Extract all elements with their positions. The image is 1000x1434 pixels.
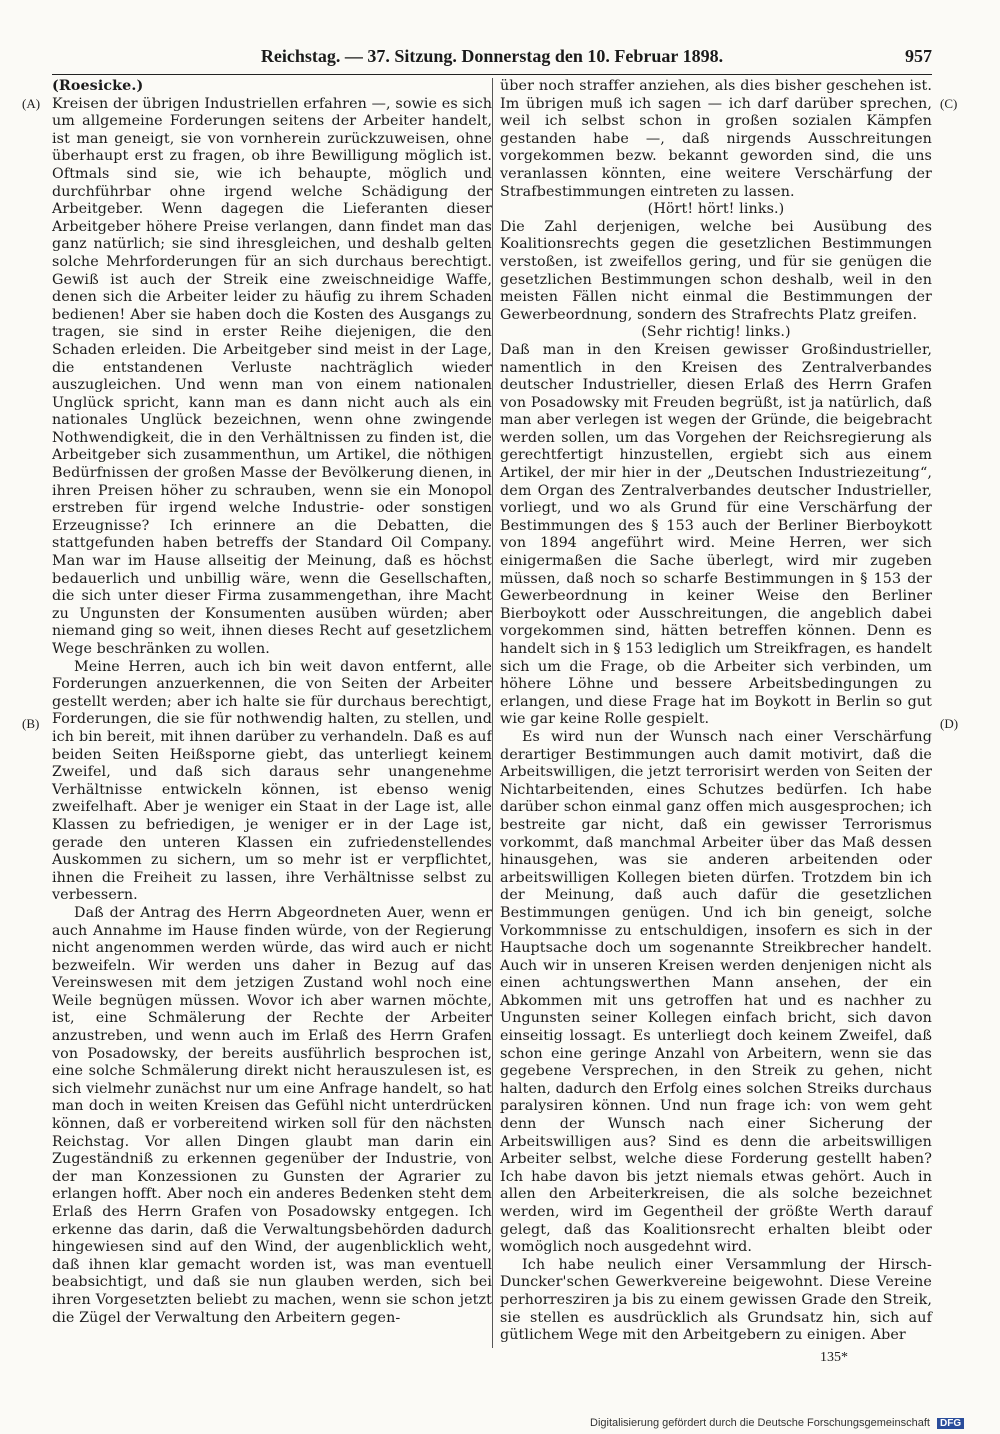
speaker-name: (Roesicke.) bbox=[52, 78, 144, 94]
footer-text: Digitalisierung gefördert durch die Deutsche Forschungsgemeinschaft bbox=[590, 1417, 930, 1429]
column-divider bbox=[492, 78, 493, 1348]
interjection: (Hört! hört! links.) bbox=[647, 201, 785, 218]
margin-mark-d: (D) bbox=[940, 716, 959, 731]
dfg-logo: DFG bbox=[937, 1418, 964, 1429]
margin-mark-b: (B) bbox=[22, 716, 40, 731]
interjection: (Sehr richtig! links.) bbox=[641, 324, 791, 341]
paragraph: Daß der Antrag des Herrn Abgeordneten Auer, wenn er auch Annahme im Hause finden würde, von der Regierung nicht angenommen werden würde, das wird auch er nicht bezweifeln. Wir werden uns daher in Bezug auf das Vereinswesen mit dem jetzigen Zustand wohl noch eine Weile begnügen müssen. Wovor ich aber warnen möchte, ist, eine Schmälerung der Rechte der Arbeiter anzustreben, und wenn auch im Erlaß des Herrn Grafen von Posadowsky, der bereits ausführlich besprochen ist, eine solche Schmälerung direkt nicht herauszulesen ist, es sich vielmehr zunächst nur um eine Anfrage handelt, so hat man doch in weiten Kreisen das Gefühl nicht unterdrücken können, daß er vorbereitend wirken soll für den nächsten Reichstag. Vor allen Dingen glaubt man darin ein Zugeständniß zu erkennen gegenüber der Industrie, von der man Konzessionen zu Gunsten der Agrarier zu erlangen hofft. Aber noch ein anderes Bedenken steht dem Erlaß des Herrn Grafen von Posadowsky entgegen. Ich erkenne das darin, daß die Verwaltungsbehörden dadurch hingewiesen sind auf den Wind, der augenblicklich weht, daß ihnen klar gemacht worden ist, was man eventuell beabsichtigt, und daß sie nun glauben werden, sich bei ihren Vorgesetzten beliebt zu machen, wenn sie schon jetzt die Zügel der Verwaltung den Arbeitern gegen- bbox=[52, 904, 492, 1326]
right-column bbox=[500, 78, 932, 1345]
paragraph: Daß man in den Kreisen gewisser Großindustrieller, namentlich in den Kreisen des Zentralverbandes deutscher Industrieller, diesen Erlaß des Herrn Grafen von Posadowsky mit Freuden begrüßt, ist ja natürlich, daß man aber verlegen ist wegen der Gründe, die beigebracht werden sollen, um das Vorgehen der Reichsregierung als gerechtfertigt hinzustellen, ergiebt sich aus einem Artikel, der mir hier in der „Deutschen Industriezeitung“, dem Organ des Zentralverbandes deutscher Industrieller, vorliegt, und wo als Grund für eine Verschärfung der Bestimmungen des § 153 auch der Berliner Bierboykott von 1894 angeführt wird. Meine Herren, wer sich einigermaßen die Sache überlegt, wird mir zugeben müssen, daß noch so scharfe Bestimmungen in § 153 der Gewerbeordnung in keiner Weise den Berliner Bierboykott oder Ausschreitungen, die angeblich dabei vorgekommen sind, hätten betreffen können. Denn es handelt sich in § 153 lediglich um Streikfragen, es handelt sich um die Frage, ob die Arbeiter sich verbinden, um höhere Löhne und bessere Arbeitsbedingungen zu erlangen, und diese Frage hat im Boykott in Berlin so gut wie gar keine Rolle gespielt. bbox=[500, 341, 932, 728]
header-rule bbox=[52, 74, 932, 75]
footer-credit bbox=[590, 1417, 964, 1429]
paragraph: Es wird nun der Wunsch nach einer Verschärfung derartiger Bestimmungen auch damit motivirt, daß die Arbeitswilligen, die jetzt terrorisirt werden von Seiten der Nichtarbeitenden, eines Schutzes bedürfen. Ich habe darüber schon einmal ganz offen mich ausgesprochen; ich bestreite gar nicht, daß ein gewisser Terrorismus vorkommt, daß manchmal Arbeiter über das Maß dessen hinausgehen, was sie anderen arbeitenden oder arbeitswilligen Kollegen bieten dürfen. Trotzdem bin ich der Meinung, daß auch dafür die gesetzlichen Bestimmungen genügen. Und ich bin geneigt, solche Vorkommnisse zu entschuldigen, insofern es sich in der Hauptsache doch um sogenannte Streikbrecher handelt. Auch wir in unseren Kreisen werden denjenigen nicht als einen achtungswerthen Mann ansehen, der ein Abkommen mit uns getroffen hat und es nachher zu Ungunsten seiner Kollegen einfach bricht, sich davon einseitig lossagt. Es unterliegt doch keinem Zweifel, daß schon eine geringe Anzahl von Arbeitern, wenn sie das gegebene Versprechen, in den Streik zu gehen, nicht halten, dadurch den Erfolg eines solchen Streiks durchaus paralysiren können. Und nun frage ich: von wem geht denn der Wunsch nach einer Sicherung der Arbeitswilligen aus? Sind es denn die arbeitswilligen Arbeiter selbst, welche diese Forderung gestellt haben? Ich habe davon bis jetzt niemals etwas gehört. Auch in allen den Arbeiterkreisen, die als solche bezeichnet werden, wird im Gegentheil der größte Werth darauf gelegt, daß das Koalitionsrecht erhalten bleibt oder womöglich noch ausgedehnt wird. bbox=[500, 728, 932, 1256]
paragraph: Kreisen der übrigen Industriellen erfahren —, sowie es sich um allgemeine Forderungen seitens der Arbeiter handelt, ist man geneigt, sie von vornherein zurückzuweisen, ohne überhaupt erst zu fragen, ob ihre Bewilligung möglich ist. Oftmals sind sie, wie ich behaupte, möglich und durchführbar ohne irgend welche Schädigung der Arbeitgeber. Wenn dagegen die Lieferanten dieser Arbeitgeber höhere Preise verlangen, dann findet man das ganz natürlich; sie sind ihresgleichen, und deshalb gelten solche Mehrforderungen für an sich durchaus berechtigt. Gewiß ist auch der Streik eine zweischneidige Waffe, denen sich die Arbeiter leider zu häufig zu ihrem Schaden bedienen! Aber sie haben doch die Kosten des Ausgangs zu tragen, sie sind in erster Reihe diejenigen, die den Schaden erleiden. Die Arbeitgeber sind meist in der Lage, die entstandenen Verluste nachträglich wieder auszugleichen. Und wenn man von einem nationalen Unglück spricht, kann man es dann nicht auch als ein nationales Unglück bezeichnen, wenn ohne zwingende Nothwendigkeit, die in den Verhältnissen zu finden ist, die Arbeitgeber sich zusammenthun, um Artikel, die nöthigen Bedürfnissen der großen Masse der Bevölkerung dienen, in ihren Preisen höher zu schrauben, wenn sie ein Monopol erstreben für irgend welche Industrie- oder sonstigen Erzeugnisse? Ich erinnere an die Debatten, die stattgefunden haben betreffs der Standard Oil Company. Man war im Hause allseitig der Meinung, daß es höchst bedauerlich und unbillig wäre, wenn die Gesellschaften, die sich unter dieser Firma zusammengethan, ihre Macht zu Ungunsten der Konsumenten ausüben würden; aber niemand ging so weit, ihnen dieses Recht auf gesetzlichem Wege beschränken zu wollen. bbox=[52, 95, 492, 657]
paragraph: über noch straffer anziehen, als dies bisher geschehen ist. Im übrigen muß ich sagen — ich darf darüber sprechen, weil ich selbst schon in großen sozialen Kämpfen gestanden habe —, daß nirgends Ausschreitungen vorgekommen bezw. bekannt geworden sind, die uns veranlassen könnten, eine weitere Verschärfung der Strafbestimmungen eintreten zu lassen. bbox=[500, 78, 932, 200]
page-number: 957 bbox=[905, 46, 932, 66]
page-header bbox=[52, 46, 932, 72]
running-title: Reichstag. — 37. Sitzung. Donnerstag den 10. Februar 1898. bbox=[260, 46, 724, 66]
signature-mark: 135* bbox=[820, 1350, 848, 1365]
margin-mark-c: (C) bbox=[940, 96, 958, 111]
paragraph: Meine Herren, auch ich bin weit davon entfernt, alle Forderungen anzuerkennen, die von Seiten der Arbeiter gestellt werden; aber ich halte sie für durchaus berechtigt, Forderungen, die sie für nothwendig halten, zu stellen, und ich bin bereit, mit ihnen darüber zu verhandeln. Daß es auf beiden Seiten Heißsporne giebt, das unterliegt keinem Zweifel, und daß sich daraus sehr unangenehme Verhältnisse entwickeln können, ist ebenso wenig zweifelhaft. Aber je weniger ein Staat in der Lage ist, alle Klassen zu befriedigen, je weniger er in der Lage ist, gerade den unteren Klassen ein zufriedenstellendes Auskommen zu sichern, um so mehr ist er verpflichtet, ihnen die Freiheit zu lassen, ihre Verhältnisse selbst zu verbessern. bbox=[52, 658, 492, 904]
left-column bbox=[52, 78, 492, 1327]
margin-mark-a: (A) bbox=[22, 96, 41, 111]
paragraph: Die Zahl derjenigen, welche bei Ausübung des Koalitionsrechts gegen die gesetzlichen Bestimmungen verstoßen, ist zweifellos gering, und für sie genügen die gesetzlichen Bestimmungen schon deshalb, weil in den meisten Fällen nicht einmal die Bestimmungen der Gewerbeordnung, sondern des Strafrechts Platz greifen. bbox=[500, 218, 932, 323]
paragraph: Ich habe neulich einer Versammlung der Hirsch-Duncker'schen Gewerkvereine beigewohnt. Diese Vereine perhorresziren ja bis zu einem gewissen Grade den Streik, sie stellen es ausdrücklich als Grundsatz hin, sich auf gütlichem Wege mit den Arbeitgebern zu einigen. Aber bbox=[500, 1256, 933, 1344]
